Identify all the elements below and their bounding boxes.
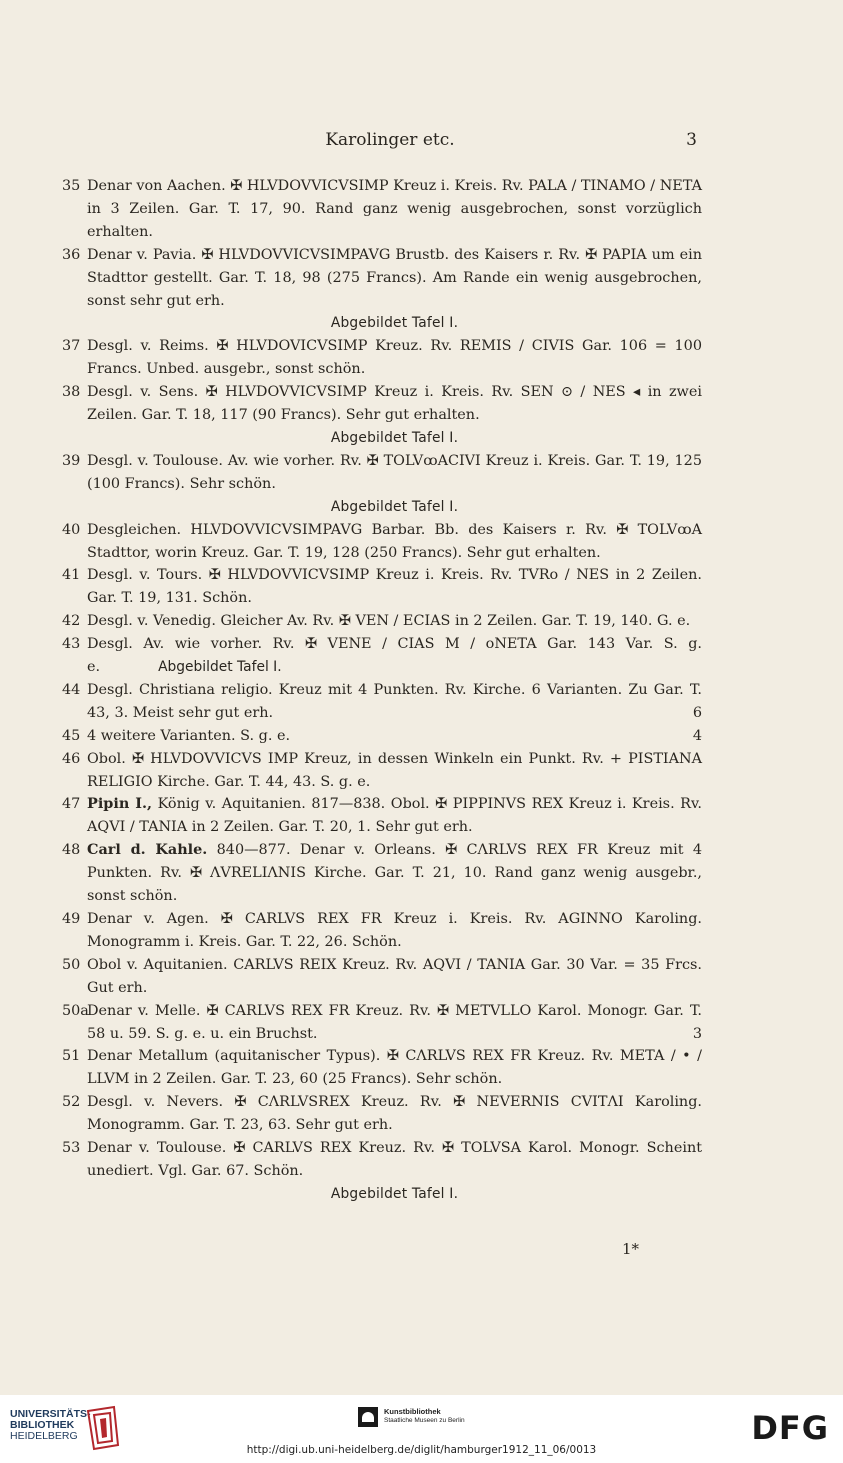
catalog-entry	[62, 450, 702, 496]
entry-description: Desgl. v. Reims. ✠ HLVDOVICVSIMP Kreuz. Rv. REMIS / CIVIS Gar. 106 = 100 Francs. Unbed. ausgebr., sonst schön.	[87, 338, 702, 378]
entry-number: 37	[62, 338, 81, 355]
entry-number: 35	[62, 178, 81, 194]
catalog-entry	[62, 839, 702, 908]
entry-text	[87, 725, 702, 748]
entry-number: 40	[62, 521, 81, 538]
page-url[interactable]: http://digi.ub.uni-heidelberg.de/diglit/hamburger1912_11_06/0013	[246, 1444, 597, 1456]
entry-text	[87, 1137, 702, 1183]
entry-text	[87, 381, 702, 427]
catalog-entry	[62, 793, 702, 839]
catalog-entry	[62, 908, 702, 954]
entry-description: Denar von Aachen. ✠ HLVDOVVICVSIMP Kreuz i. Kreis. Rv. PALA / TINAMO / NETA in 3 Zeilen. Gar. T. 17, 90. Rand ganz wenig ausgebrochen, sonst vorzüglich erhalten.	[87, 178, 702, 240]
entry-description: Denar v. Melle. ✠ CARLVS REX FR Kreuz. Rv. ✠ METVLLO Karol. Monogr. Gar. T. 58 u. 59. S. g. e. u. ein Bruchst.	[87, 1002, 702, 1042]
catalog-entry	[62, 519, 702, 565]
catalog-entry	[62, 564, 702, 610]
entry-text	[87, 1091, 702, 1137]
catalog-entry	[62, 954, 702, 1000]
catalog-entry	[62, 244, 702, 313]
entry-text	[87, 839, 702, 908]
dfg-logo[interactable]: DFG	[751, 1409, 829, 1447]
entry-number: 50a	[62, 1002, 89, 1019]
entry-text	[87, 1045, 702, 1091]
entry-description: Denar v. Agen. ✠ CARLVS REX FR Kreuz i. Kreis. Rv. AGINNO Karoling. Monogramm i. Kreis. Gar. T. 22, 26. Schön.	[87, 911, 702, 950]
entry-text	[87, 175, 702, 244]
entry-text	[87, 908, 702, 954]
kb-line-1: Kunstbibliothek	[384, 1407, 441, 1416]
entry-ruler: Carl d. Kahle.	[87, 841, 208, 859]
entry-number: 53	[62, 1140, 81, 1157]
kb-line-2: Staatliche Museen zu Berlin	[384, 1417, 465, 1424]
entry-text	[87, 610, 702, 633]
plate-reference: Abgebildet Tafel I.	[330, 498, 459, 515]
signature-mark: 1*	[622, 1240, 640, 1258]
entry-description: Denar Metallum (aquitanischer Typus). ✠ CΛRLVS REX FR Kreuz. Rv. META / • / LLVM in 2 Zeilen. Gar. T. 23, 60 (25 Francs). Sehr schön.	[87, 1048, 702, 1088]
entry-description: Desgleichen. HLVDOVVICVSIMPAVG Barbar. Bb. des Kaisers r. Rv. ✠ TOLVꝏA Stadttor, worin Kreuz. Gar. T. 19, 128 (250 Francs). Sehr gut erhalten.	[87, 521, 702, 561]
catalog-entry	[62, 725, 702, 748]
entry-description: Denar v. Toulouse. ✠ CARLVS REX Kreuz. Rv. ✠ TOLVSA Karol. Monogr. Scheint unediert. Vgl. Gar. 67. Schön.	[87, 1140, 702, 1179]
entry-number: 49	[62, 911, 81, 927]
catalog-entry	[62, 335, 702, 381]
catalog-entries	[62, 175, 702, 1206]
entry-number: 48	[62, 842, 81, 859]
entry-description: Desgl. Christiana religio. Kreuz mit 4 Punkten. Rv. Kirche. 6 Varianten. Zu Gar. T. 43, 3. Meist sehr gut erh.	[87, 681, 702, 721]
entry-description: Obol. ✠ HLVDOVVICVS IMP Kreuz, in dessen Winkeln ein Punkt. Rv. + PISTIANA RELIGIO Kirche. Gar. T. 44, 43. S. g. e.	[87, 750, 702, 790]
catalog-entry	[62, 679, 702, 725]
entry-number: 44	[62, 681, 81, 698]
catalog-entry	[62, 610, 702, 633]
catalog-entry	[62, 748, 702, 794]
entry-text	[87, 748, 702, 794]
uni-line-2: BIBLIOTHEK	[10, 1419, 75, 1431]
plate-reference: Abgebildet Tafel I.	[330, 429, 459, 446]
entry-number: 50	[62, 956, 81, 973]
entry-text	[87, 679, 702, 725]
university-library-logo[interactable]	[10, 1409, 91, 1442]
entry-text	[87, 450, 702, 496]
entry-description: 4 weitere Varianten. S. g. e.	[87, 727, 291, 744]
running-header	[0, 130, 843, 156]
entry-number: 46	[62, 750, 81, 767]
running-title: Karolinger etc.	[325, 130, 455, 150]
entry-description: Desgl. Av. wie vorher. Rv. ✠ VENE / CIAS M / oNETA Gar. 143 Var. S. g. e.	[87, 636, 702, 676]
lot-count: 4	[692, 727, 702, 744]
entry-number: 38	[62, 384, 81, 401]
plate-reference: Abgebildet Tafel I.	[158, 659, 282, 676]
footer-bar	[0, 1395, 843, 1463]
entry-text	[87, 335, 702, 381]
entry-text	[87, 954, 702, 1000]
entry-text	[87, 519, 702, 565]
entry-number: 41	[62, 567, 81, 584]
entry-number: 47	[62, 796, 81, 813]
entry-text	[87, 793, 702, 839]
page-number: 3	[686, 130, 697, 150]
entry-description: Obol v. Aquitanien. CARLVS REIX Kreuz. Rv. AQVI / TANIA Gar. 30 Var. = 35 Frcs. Gut erh.	[87, 956, 702, 996]
catalog-entry	[62, 1045, 702, 1091]
entry-text	[87, 633, 702, 679]
catalog-entry	[62, 175, 702, 244]
uni-line-3: HEIDELBERG	[10, 1430, 78, 1442]
entry-description: Desgl. v. Sens. ✠ HLVDOVVICVSIMP Kreuz i. Kreis. Rv. SEN ⊙ / NES ◂ in zwei Zeilen. Gar. T. 18, 117 (90 Francs). Sehr gut erhalten.	[87, 384, 702, 424]
entry-number: 52	[62, 1094, 81, 1111]
entry-description: Desgl. v. Venedig. Gleicher Av. Rv. ✠ VEN / ECIAS in 2 Zeilen. Gar. T. 19, 140. G. e.	[87, 613, 691, 630]
entry-description: König v. Aquitanien. 817—838. Obol. ✠ PIPPINVS REX Kreuz i. Kreis. Rv. AQVI / TANIA in 2 Zeilen. Gar. T. 20, 1. Sehr gut erh.	[87, 796, 703, 836]
entry-text	[87, 1000, 702, 1046]
entry-description: 840—877. Denar v. Orleans. ✠ CΛRLVS REX FR Kreuz mit 4 Punkten. Rv. ✠ ΛVRELIΛNIS Kirche. Gar. T. 21, 10. Rand ganz wenig ausgebr., sonst schön.	[87, 842, 702, 905]
entry-number: 45	[62, 727, 81, 744]
entry-description: Desgl. v. Tours. ✠ HLVDOVVICVSIMP Kreuz i. Kreis. Rv. TVRo / NES in 2 Zeilen. Gar. T. 19, 131. Schön.	[87, 567, 702, 607]
entry-number: 42	[62, 613, 81, 630]
catalog-entry	[62, 1137, 702, 1183]
entry-text	[87, 244, 702, 313]
entry-number: 36	[62, 246, 81, 263]
entry-description: Denar v. Pavia. ✠ HLVDOVVICVSIMPAVG Brustb. des Kaisers r. Rv. ✠ PAPIA um ein Stadttor gestellt. Gar. T. 18, 98 (275 Francs). Am Rande ein wenig ausgebrochen, sonst sehr gut erh.	[87, 246, 702, 309]
uni-line-1: UNIVERSITÄTS-	[10, 1408, 91, 1420]
entry-number: 43	[62, 636, 81, 653]
catalog-entry	[62, 1000, 702, 1046]
entry-number: 51	[62, 1048, 81, 1065]
plate-reference: Abgebildet Tafel I.	[330, 1185, 459, 1202]
lot-count: 6	[692, 704, 702, 721]
catalog-entry	[62, 1091, 702, 1137]
entry-number: 39	[62, 452, 81, 469]
plate-reference: Abgebildet Tafel I.	[330, 315, 459, 332]
lot-count: 3	[692, 1025, 702, 1042]
entry-description: Desgl. v. Toulouse. Av. wie vorher. Rv. ✠ TOLVꝏACIVI Kreuz i. Kreis. Gar. T. 19, 125 (100 Francs). Sehr schön.	[87, 452, 702, 492]
entry-description: Desgl. v. Nevers. ✠ CΛRLVSREX Kreuz. Rv. ✠ NEVERNIS CVITΛI Karoling. Monogramm. Gar. T. 23, 63. Sehr gut erh.	[87, 1094, 702, 1134]
kunstbibliothek-icon	[358, 1407, 378, 1427]
catalog-entry	[62, 381, 702, 427]
entry-text	[87, 564, 702, 610]
catalog-entry	[62, 633, 702, 679]
entry-ruler: Pipin I.,	[87, 795, 153, 813]
